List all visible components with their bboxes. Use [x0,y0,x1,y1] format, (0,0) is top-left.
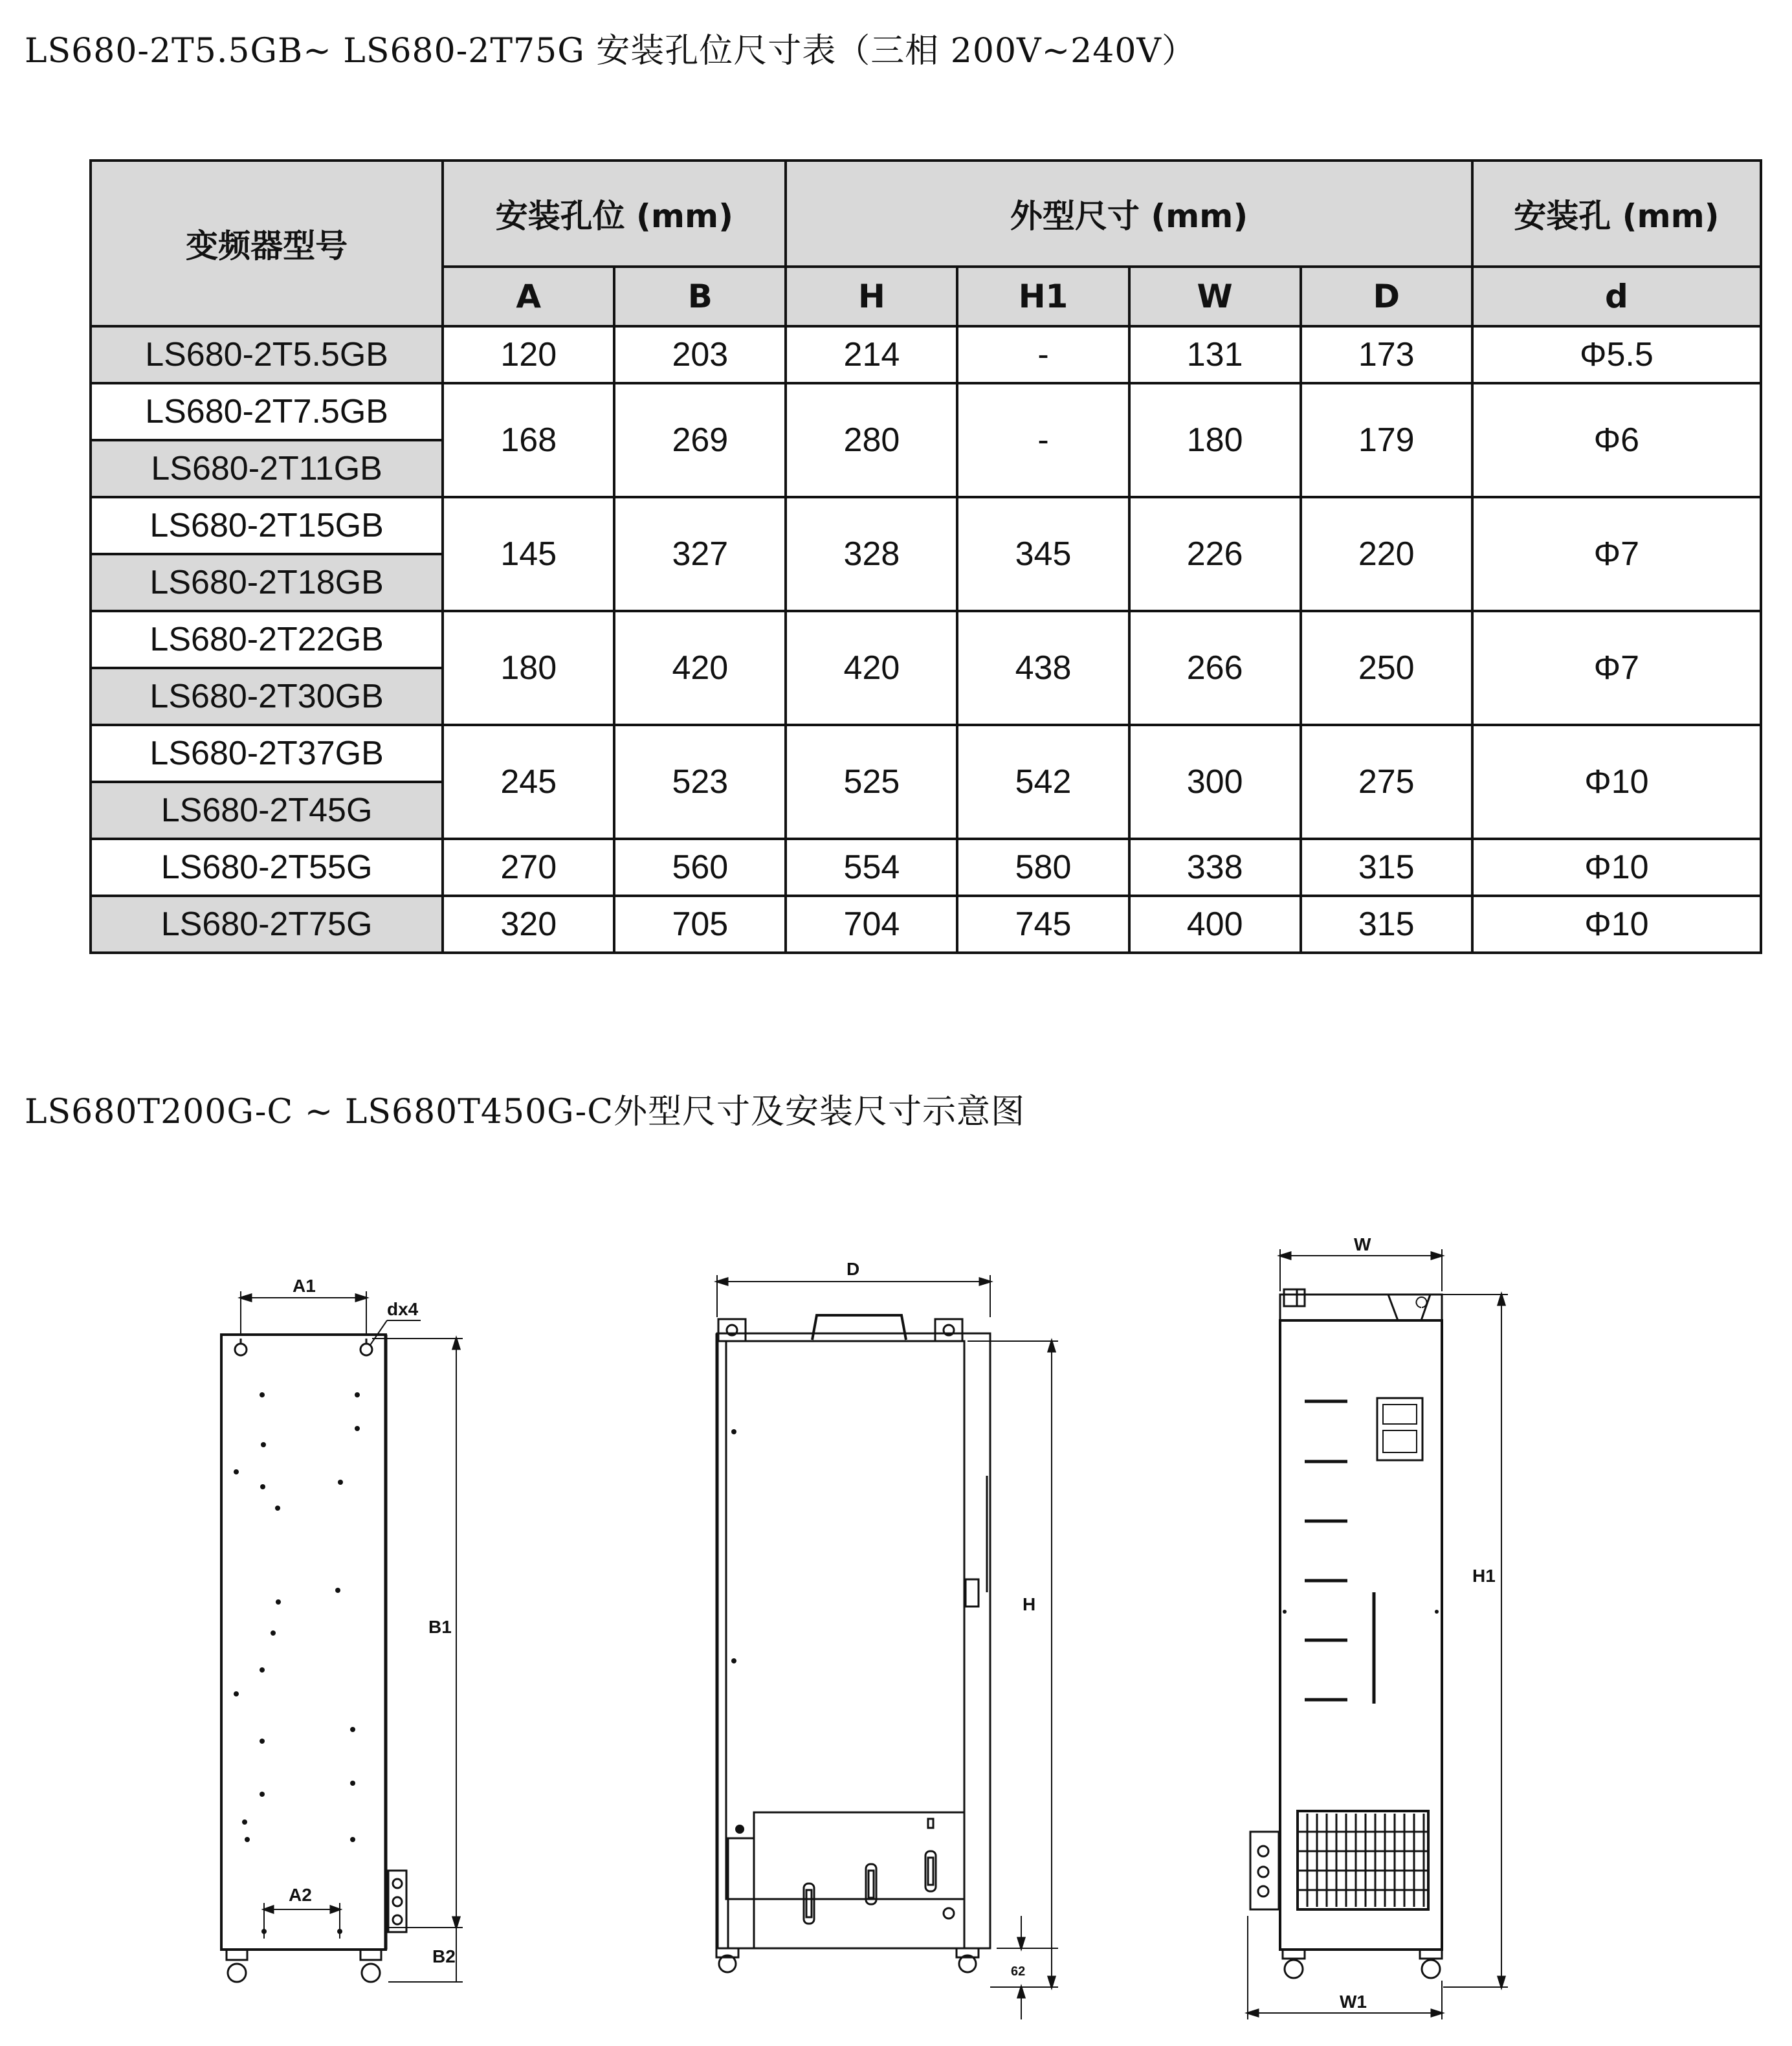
header-H1: H1 [957,267,1129,326]
value-H1: 542 [957,725,1129,839]
value-B: 560 [614,839,786,896]
mounting-hole-icon [235,1339,372,1355]
label-W: W [1354,1234,1371,1254]
terminal-block [1250,1832,1279,1909]
side-frame [717,1333,990,1948]
value-D: 250 [1301,611,1472,725]
label-B1: B1 [428,1617,452,1637]
label-A1: A1 [293,1276,316,1296]
value-d: Φ10 [1472,896,1761,953]
caster-icon [716,1948,979,1972]
table-row [91,497,1761,554]
label-H: H [1023,1594,1036,1614]
value-W: 400 [1129,896,1301,953]
slot-icon [804,1851,936,1924]
value-D: 220 [1301,497,1472,611]
value-H: 214 [786,326,957,383]
table-row [91,839,1761,896]
header-A: A [443,267,614,326]
handle-icon [812,1315,906,1340]
value-H1: - [957,383,1129,497]
value-W: 131 [1129,326,1301,383]
value-d: Φ10 [1472,725,1761,839]
table-row [91,896,1761,953]
value-B: 523 [614,725,786,839]
drawing-heading: LS680T200G-C ~ LS680T450G-C外型尺寸及安装尺寸示意图 [25,1093,1026,1131]
caster-icon [1283,1950,1442,1978]
value-W: 226 [1129,497,1301,611]
header-H: H [786,267,957,326]
label-62: 62 [1011,1964,1026,1979]
label-D: D [846,1259,860,1279]
table-row [91,611,1761,668]
value-H: 704 [786,896,957,953]
value-A: 168 [443,383,614,497]
side-view [716,1259,1058,2019]
value-d: Φ10 [1472,839,1761,896]
dimension-drawings [0,1178,1792,2039]
value-d: Φ7 [1472,497,1761,611]
cabinet-body [726,1341,964,1899]
header-d: d [1472,267,1761,326]
value-A: 120 [443,326,614,383]
table-row [91,725,1761,782]
table-body [91,326,1761,953]
table-heading: LS680-2T5.5GB~ LS680-2T75G 安装孔位尺寸表（三相 200V~240V） [25,32,1196,71]
value-H1: 745 [957,896,1129,953]
back-view [221,1276,463,1982]
rivet-dots [234,1392,360,1934]
value-B: 327 [614,497,786,611]
front-body [1280,1320,1442,1950]
header-D: D [1301,267,1472,326]
value-H: 525 [786,725,957,839]
model-cell: LS680-2T45G [91,782,443,839]
label-dx4: dx4 [387,1299,419,1319]
value-D: 275 [1301,725,1472,839]
model-cell: LS680-2T22GB [91,611,443,668]
table-row [91,326,1761,383]
value-W: 266 [1129,611,1301,725]
value-A: 145 [443,497,614,611]
front-view [1248,1234,1508,2019]
table-row [91,383,1761,440]
value-B: 420 [614,611,786,725]
header-outline-dimensions: 外型尺寸 (mm) [786,161,1472,267]
header-B: B [614,267,786,326]
latch-icon [966,1579,979,1607]
label-W1: W1 [1340,1992,1367,2012]
label-B2: B2 [432,1946,456,1966]
caster-icon [227,1950,381,1982]
model-cell: LS680-2T30GB [91,668,443,725]
dimension-table [89,159,1762,954]
label-A2: A2 [289,1885,312,1905]
model-cell: LS680-2T37GB [91,725,443,782]
back-panel [221,1335,386,1950]
model-cell: LS680-2T11GB [91,440,443,497]
value-H1: - [957,326,1129,383]
value-H1: 580 [957,839,1129,896]
vent-slits [1305,1401,1374,1704]
value-d: Φ5.5 [1472,326,1761,383]
value-W: 338 [1129,839,1301,896]
value-B: 269 [614,383,786,497]
value-H: 280 [786,383,957,497]
model-cell: LS680-2T75G [91,896,443,953]
value-W: 300 [1129,725,1301,839]
value-D: 315 [1301,839,1472,896]
header-hole-size: 安装孔 (mm) [1472,161,1761,267]
value-D: 173 [1301,326,1472,383]
value-H: 554 [786,839,957,896]
value-W: 180 [1129,383,1301,497]
value-A: 320 [443,896,614,953]
header-mounting-holes: 安装孔位 (mm) [443,161,786,267]
value-D: 315 [1301,896,1472,953]
keypad-icon [1377,1398,1422,1460]
value-D: 179 [1301,383,1472,497]
header-model: 变频器型号 [91,161,443,326]
value-d: Φ6 [1472,383,1761,497]
value-H1: 438 [957,611,1129,725]
model-cell: LS680-2T18GB [91,554,443,611]
value-H: 328 [786,497,957,611]
value-H: 420 [786,611,957,725]
model-cell: LS680-2T5.5GB [91,326,443,383]
header-W: W [1129,267,1301,326]
lifting-ear-icon [718,1319,962,1341]
value-H1: 345 [957,497,1129,611]
value-B: 203 [614,326,786,383]
model-cell: LS680-2T7.5GB [91,383,443,440]
value-A: 245 [443,725,614,839]
value-A: 270 [443,839,614,896]
value-A: 180 [443,611,614,725]
model-cell: LS680-2T15GB [91,497,443,554]
model-cell: LS680-2T55G [91,839,443,896]
label-H1: H1 [1472,1566,1496,1586]
value-d: Φ7 [1472,611,1761,725]
value-B: 705 [614,896,786,953]
